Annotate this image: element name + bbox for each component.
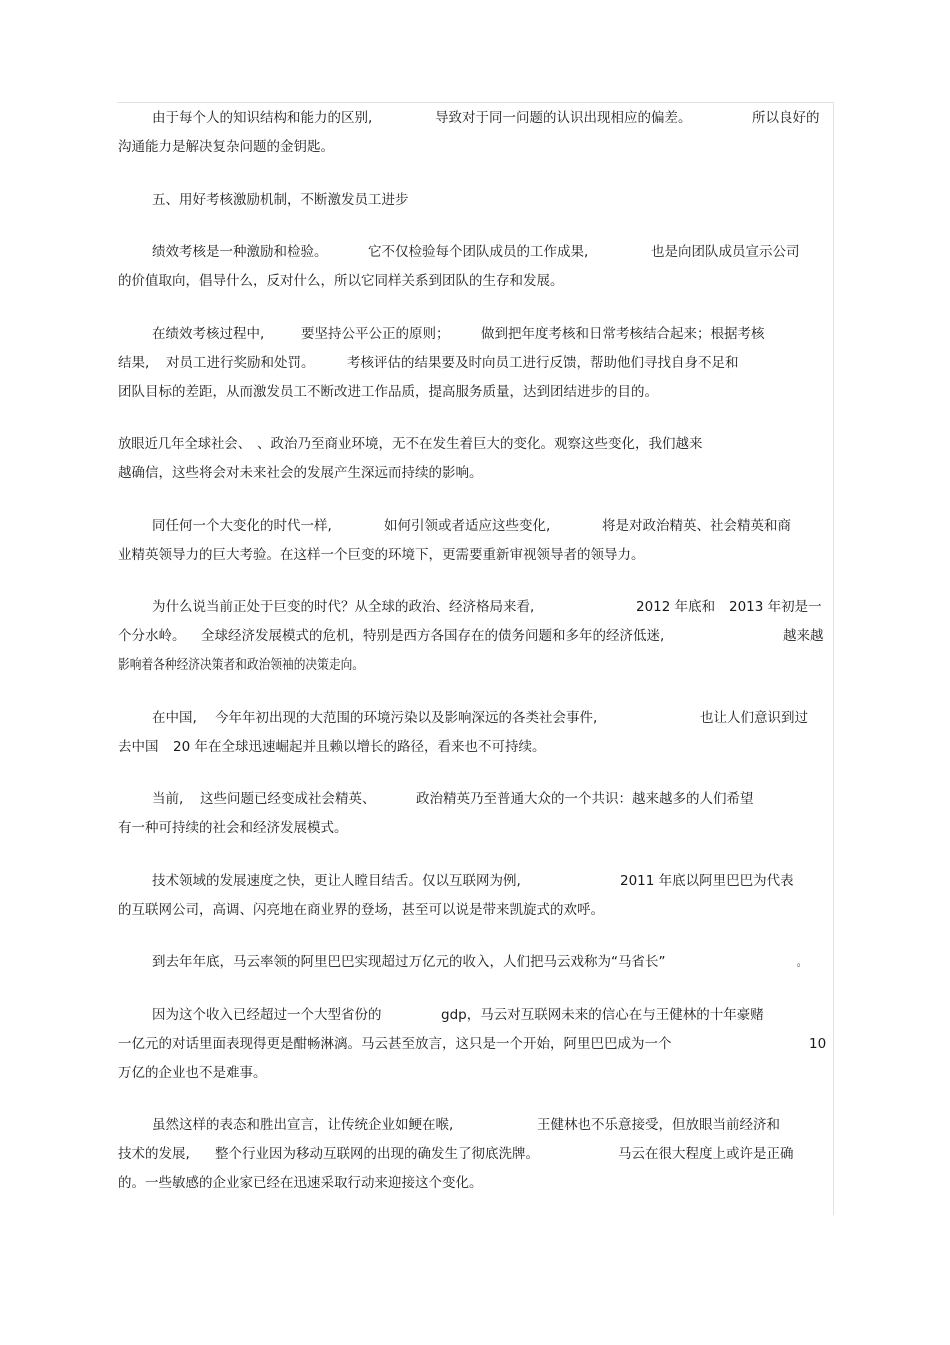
text-line-segment: 越确信，这些将会对未来社会的发展产生深远而持续的影响。: [118, 465, 483, 481]
text-line-segment: 2011 年底以阿里巴巴为代表: [620, 873, 794, 889]
text-line-segment: 考核评估的结果要及时向员工进行反馈，帮助他们寻找自身不足和: [347, 355, 739, 371]
text-line-segment: 的。一些敏感的企业家已经在迅速采取行动来迎接这个变化。: [118, 1175, 483, 1191]
text-line-segment: 10: [809, 1036, 827, 1052]
text-line-segment: 如何引领或者适应这些变化,: [384, 518, 551, 534]
text-line-segment: 团队目标的差距，从而激发员工不断改进工作品质，提高服务质量，达到团结进步的目的。: [118, 384, 658, 400]
text-line-segment: 技术领域的发展速度之快，更让人瞠目结舌。仅以互联网为例,: [152, 873, 521, 889]
text-line-segment: 同任何一个大变化的时代一样,: [152, 518, 332, 534]
text-line-segment: 技术的发展,: [118, 1146, 190, 1162]
text-line-segment: 政治精英乃至普通大众的一个共识：越来越多的人们希望: [416, 791, 754, 807]
text-line-segment: 放眼近几年全球社会、: [118, 436, 252, 452]
text-line-segment: 影响着各种经济决策者和政治领袖的决策走向。: [118, 657, 364, 673]
text-line-segment: 的价值取向，倡导什么，反对什么，所以它同样关系到团队的生存和发展。: [118, 273, 564, 289]
text-line-segment: 全球经济发展模式的危机，特别是西方各国存在的债务问题和多年的经济低迷,: [201, 628, 665, 644]
text-line-segment: 将是对政治精英、社会精英和商: [602, 518, 791, 534]
text-line-segment: 为什么说当前正处于巨变的时代？从全球的政治、经济格局来看,: [152, 599, 535, 615]
text-line-segment: 在绩效考核过程中,: [152, 326, 265, 342]
text-line-segment: 这些问题已经变成社会精英、: [200, 791, 376, 807]
text-line-segment: 导致对于同一问题的认识出现相应的偏差。: [435, 110, 692, 126]
text-line-segment: 业精英领导力的巨大考验。在这样一个巨变的环境下，更需要重新审视领导者的领导力。: [118, 547, 645, 563]
text-line-segment: 所以良好的: [752, 110, 820, 126]
text-line-segment: 马云在很大程度上或许是正确: [618, 1146, 794, 1162]
text-line-segment: 2012 年底和: [636, 599, 716, 615]
text-line-segment: 20 年在全球迅速崛起并且赖以增长的路径，看来也不可持续。: [173, 739, 546, 755]
text-line-segment: 整个行业因为移动互联网的出现的确发生了彻底洗牌。: [215, 1146, 539, 1162]
page-right-rule: [833, 102, 834, 1215]
text-line-segment: 做到把年度考核和日常考核结合起来；根据考核: [481, 326, 765, 342]
text-line-segment: 因为这个收入已经超过一个大型省份的: [152, 1007, 382, 1023]
text-line-segment: 越来越: [783, 628, 824, 644]
text-line-segment: 。: [797, 954, 807, 970]
text-line-segment: 要坚持公平公正的原则；: [301, 326, 450, 342]
text-line-segment: 五、用好考核激励机制，不断激发员工进步: [152, 192, 409, 208]
text-line-segment: 、政治乃至商业环境，无不在发生着巨大的变化。观察这些变化，我们越来: [257, 436, 703, 452]
text-line-segment: 2013 年初是一: [729, 599, 822, 615]
text-line-segment: gdp，马云对互联网未来的信心在与王健林的十年豪赌: [441, 1007, 764, 1023]
text-line-segment: 绩效考核是一种激励和检验。: [152, 244, 328, 260]
text-line-segment: 万亿的企业也不是难事。: [118, 1065, 267, 1081]
text-line-segment: 个分水岭。: [118, 628, 186, 644]
text-line-segment: 王健林也不乐意接受，但放眼当前经济和: [537, 1117, 780, 1133]
text-line-segment: 在中国,: [152, 710, 197, 726]
text-line-segment: 去中国: [118, 739, 159, 755]
text-line-segment: 的互联网公司，高调、闪亮地在商业界的登场，甚至可以说是带来凯旋式的欢呼。: [118, 902, 604, 918]
page-top-rule: [117, 102, 833, 103]
text-line-segment: 由于每个人的知识结构和能力的区别,: [152, 110, 373, 126]
text-line-segment: 它不仅检验每个团队成员的工作成果,: [368, 244, 589, 260]
text-line-segment: 也是向团队成员宣示公司: [651, 244, 800, 260]
text-line-segment: 对员工进行奖励和处罚。: [166, 355, 315, 371]
text-line-segment: 今年年初出现的大范围的环境污染以及影响深远的各类社会事件,: [215, 710, 598, 726]
text-line-segment: 有一种可持续的社会和经济发展模式。: [118, 820, 348, 836]
text-line-segment: 也让人们意识到过: [700, 710, 808, 726]
text-line-segment: 一亿元的对话里面表现得更是酣畅淋漓。马云甚至放言，这只是一个开始，阿里巴巴成为一个: [118, 1036, 672, 1052]
text-line-segment: 到去年年底，马云率领的阿里巴巴实现超过万亿元的收入，人们把马云戏称为“马省长”: [152, 954, 666, 970]
text-line-segment: 当前,: [152, 791, 184, 807]
text-line-segment: 沟通能力是解决复杂问题的金钥匙。: [118, 139, 334, 155]
text-line-segment: 虽然这样的表态和胜出宣言，让传统企业如鲠在喉,: [152, 1117, 454, 1133]
text-line-segment: 结果,: [118, 355, 150, 371]
